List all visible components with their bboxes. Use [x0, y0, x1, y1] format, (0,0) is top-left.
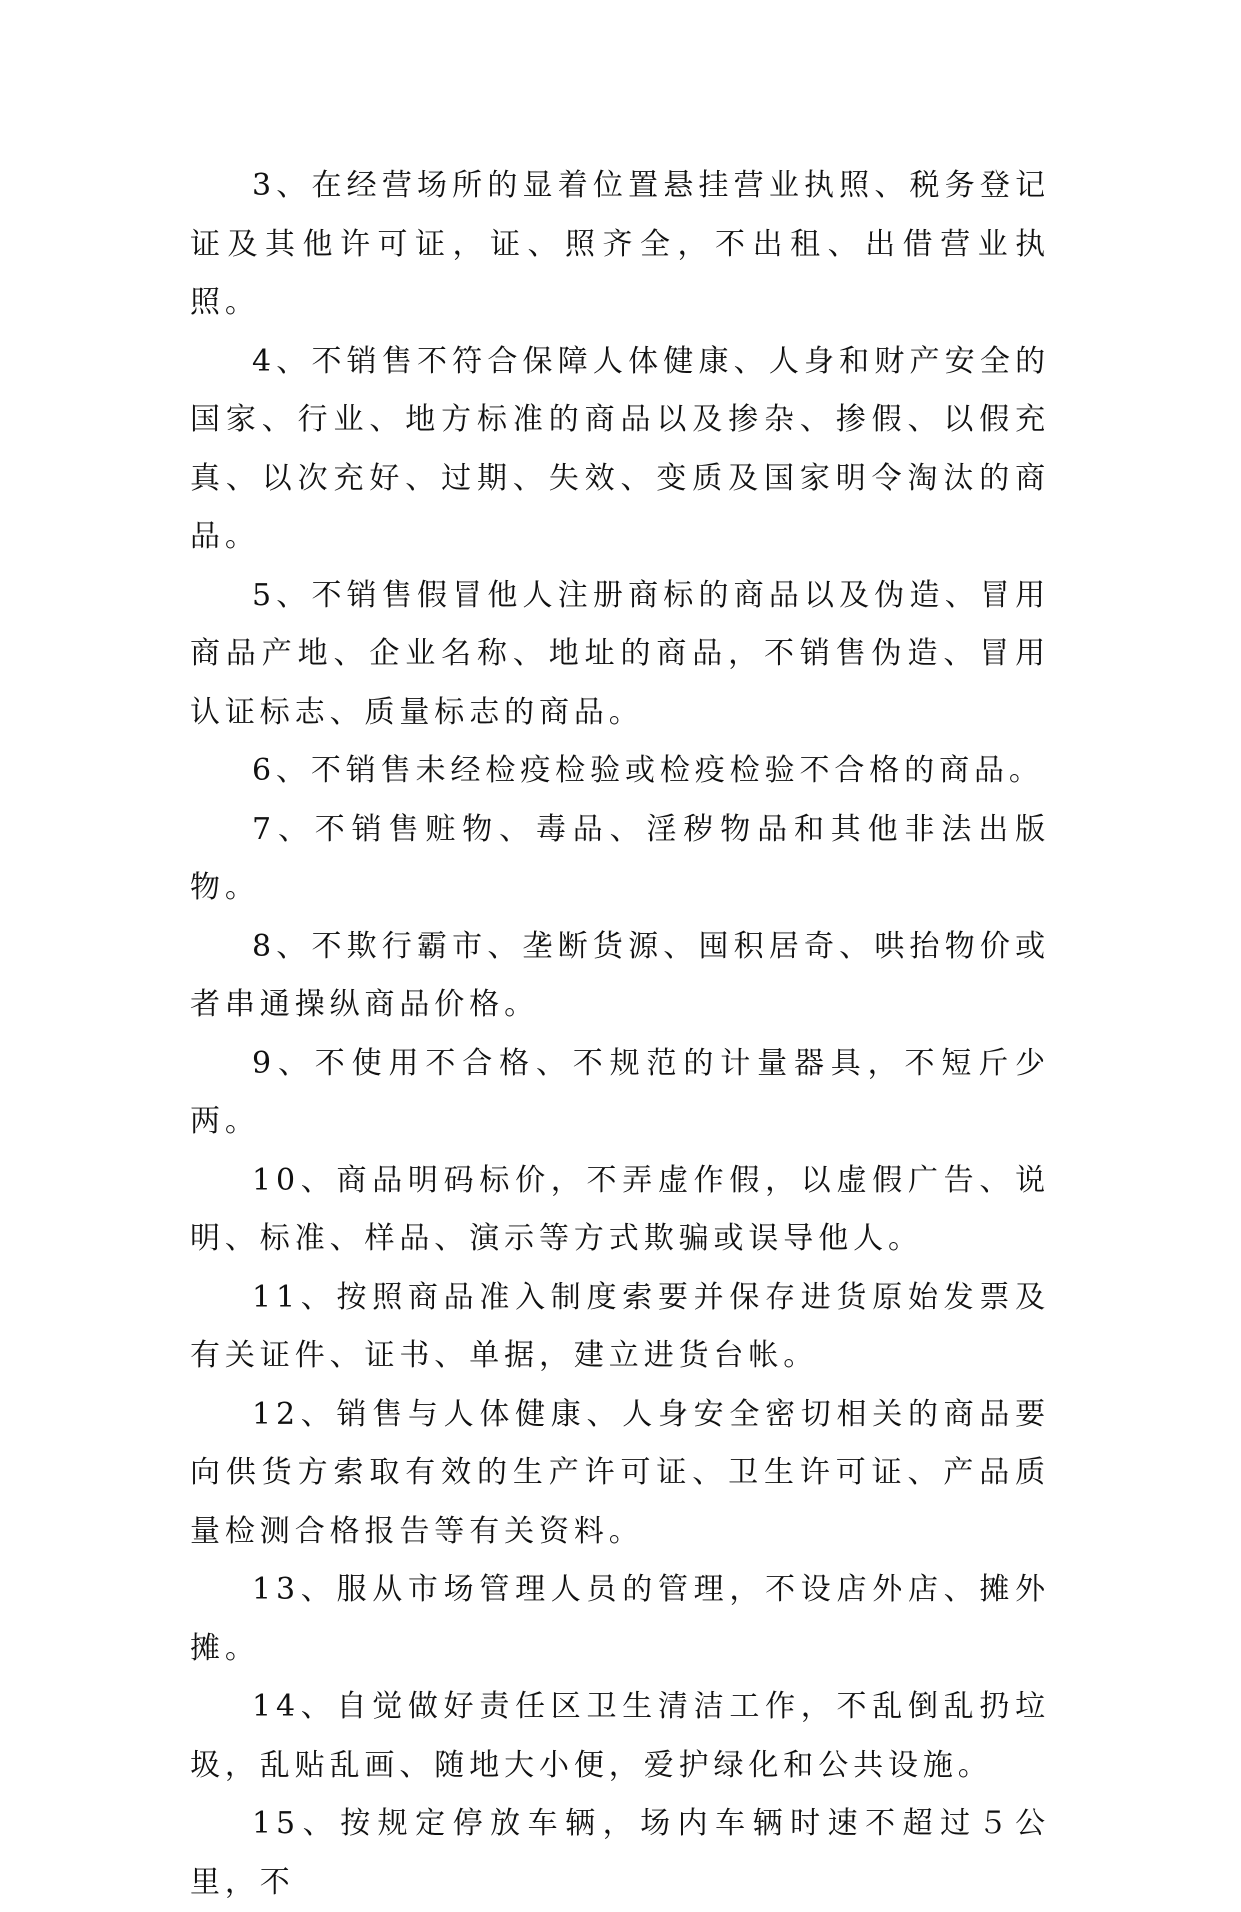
paragraph-8: 8、不欺行霸市、垄断货源、囤积居奇、哄抬物价或者串通操纵商品价格。	[190, 928, 1050, 1022]
paragraph-5: 5、不销售假冒他人注册商标的商品以及伪造、冒用商品产地、企业名称、地址的商品，不销售伪造、冒用认证标志、质量标志的商品。	[190, 577, 1050, 730]
paragraph-3: 3、在经营场所的显着位置悬挂营业执照、税务登记证及其他许可证，证、照齐全，不出租、出借营业执照。	[190, 168, 1050, 320]
paragraph-15: 15、按规定停放车辆，场内车辆时速不超过５公里，不	[190, 1806, 1050, 1900]
paragraph-7: 7、不销售赃物、毒品、淫秽物品和其他非法出版物。	[190, 811, 1050, 905]
paragraph-12: 12、销售与人体健康、人身安全密切相关的商品要向供货方索取有效的生产许可证、卫生许可证、产品质量检测合格报告等有关资料。	[190, 1396, 1050, 1549]
paragraph-4: 4、不销售不符合保障人体健康、人身和财产安全的国家、行业、地方标准的商品以及掺杂、掺假、以假充真、以次充好、过期、失效、变质及国家明令淘汰的商品。	[190, 343, 1050, 554]
paragraph-6: 6、不销售未经检疫检验或检疫检验不合格的商品。	[252, 753, 1044, 788]
document-body	[190, 157, 1050, 1912]
paragraph-9: 9、不使用不合格、不规范的计量器具，不短斤少两。	[190, 1045, 1050, 1139]
paragraph-14: 14、自觉做好责任区卫生清洁工作，不乱倒乱扔垃圾，乱贴乱画、随地大小便，爱护绿化和公共设施。	[190, 1689, 1050, 1783]
paragraph-10: 10、商品明码标价，不弄虚作假，以虚假广告、说明、标准、样品、演示等方式欺骗或误导他人。	[190, 1162, 1050, 1256]
paragraph-11: 11、按照商品准入制度索要并保存进货原始发票及有关证件、证书、单据，建立进货台帐。	[190, 1279, 1050, 1373]
paragraph-13: 13、服从市场管理人员的管理，不设店外店、摊外摊。	[190, 1572, 1050, 1666]
